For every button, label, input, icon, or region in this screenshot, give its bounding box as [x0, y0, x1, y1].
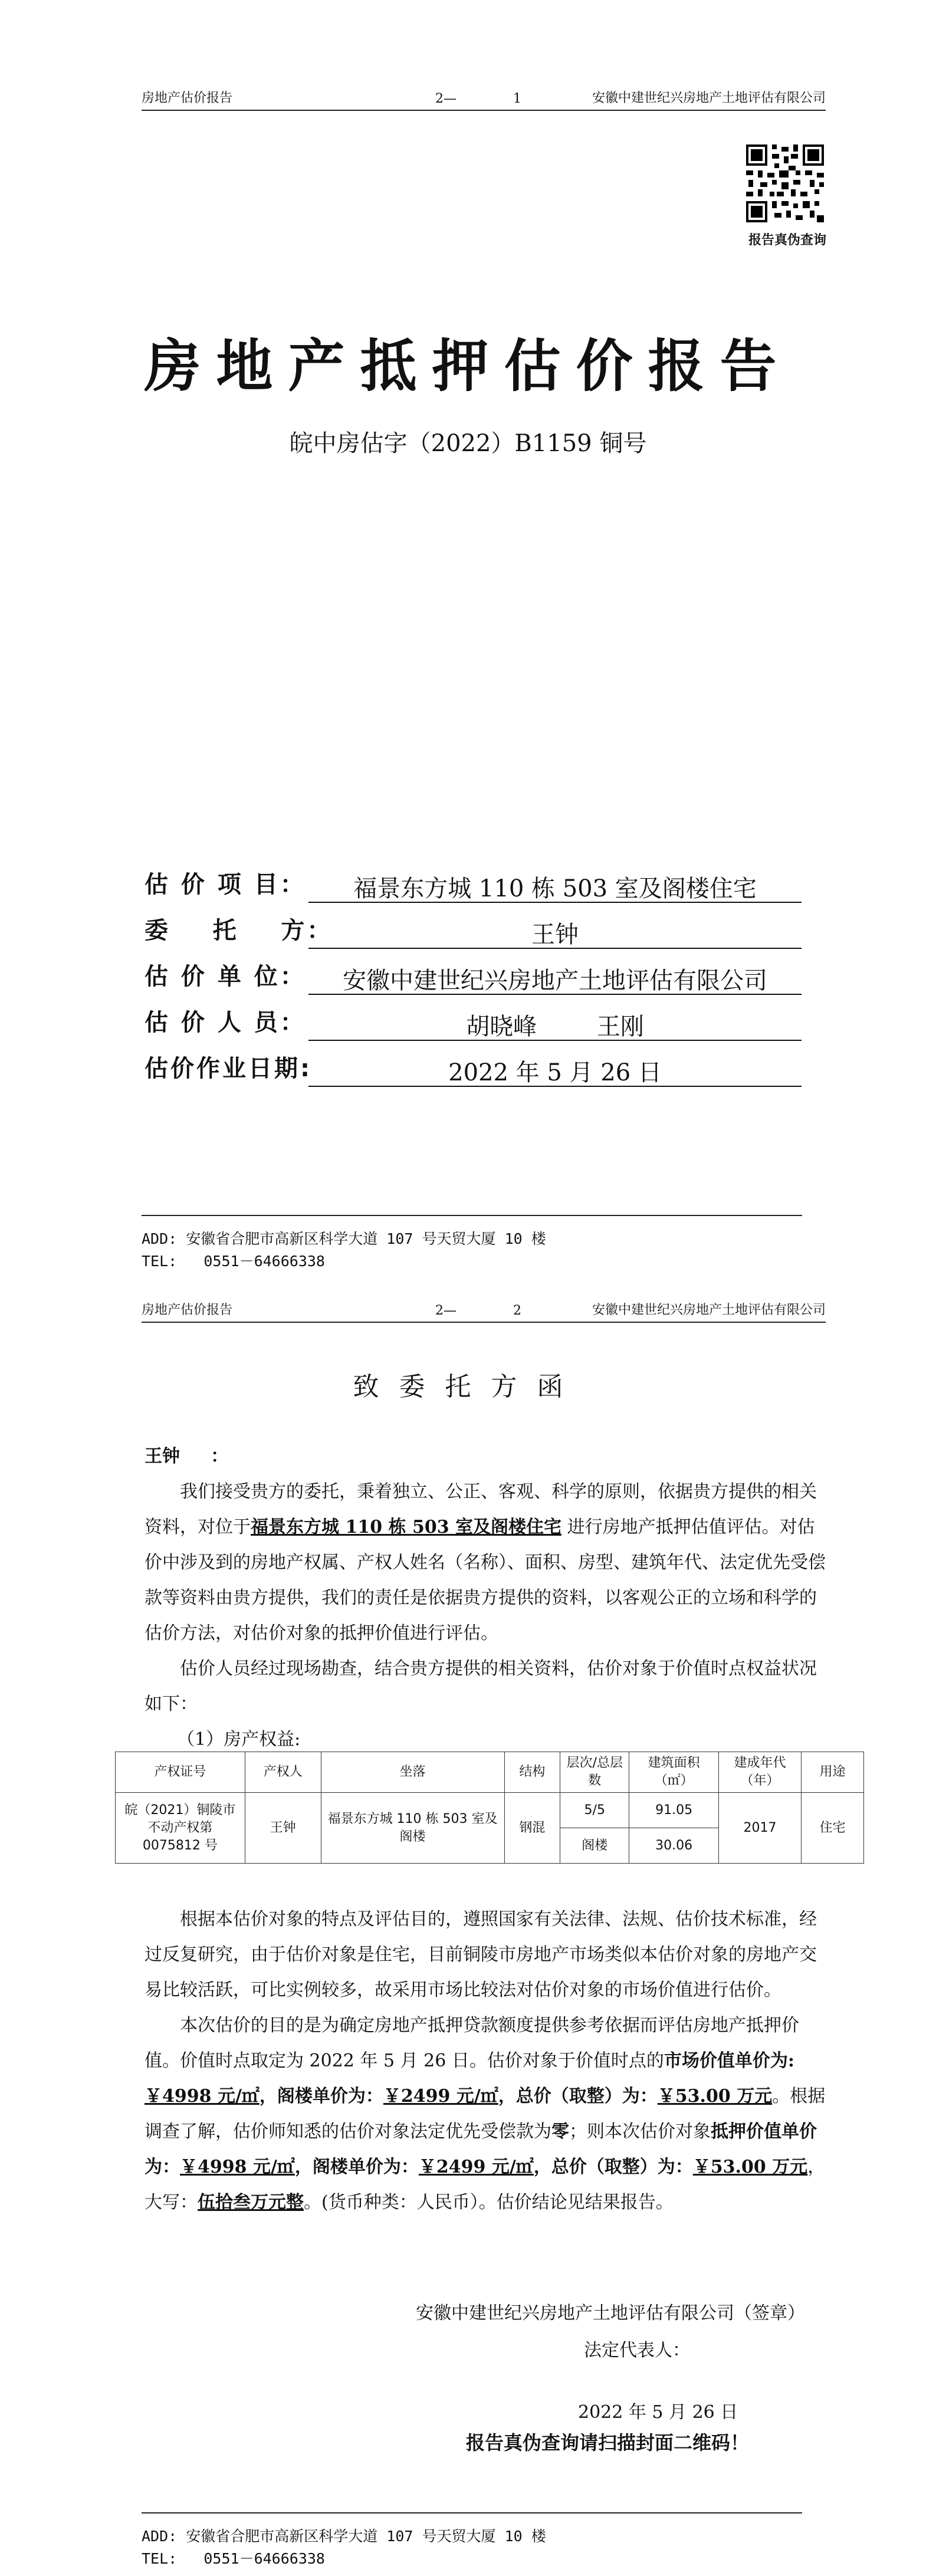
- info-row-project: [144, 870, 811, 903]
- info-value: 安徽中建世纪兴房地产土地评估有限公司: [308, 968, 802, 995]
- info-label: 估价作业日期:: [144, 1055, 312, 1082]
- info-row-date: [144, 1054, 811, 1087]
- header-company: 安徽中建世纪兴房地产土地评估有限公司: [592, 91, 826, 106]
- letter-page: [0, 1289, 936, 2576]
- table-header: 用途: [802, 1752, 864, 1793]
- info-value: 2022 年 5 月 26 日: [308, 1060, 802, 1087]
- page-footer: [142, 1215, 802, 1273]
- header-page-mark: 2—: [435, 91, 456, 106]
- market-total: ￥53.00 万元: [657, 2086, 773, 2107]
- table-header: 产权证号: [116, 1752, 245, 1793]
- para-text: ；则本次估价对象: [569, 2121, 711, 2142]
- total-label: ，总价（取整）为：: [533, 2157, 693, 2177]
- page-header: [142, 88, 826, 111]
- report-title: 房地产抵押估价报告: [144, 333, 792, 399]
- usage: 住宅: [802, 1793, 864, 1864]
- build-year: 2017: [718, 1793, 801, 1864]
- footer-address: ADD: 安徽省合肥市高新区科学大道 107 号天贸大厦 10 楼: [142, 1230, 546, 1247]
- table-header: 建成年代（年）: [718, 1752, 801, 1793]
- info-label: 估 价 单 位：: [144, 963, 306, 990]
- footer-tel: TEL: 0551－64666338: [142, 2550, 325, 2567]
- info-value: 福景东方城 110 栋 503 室及阁楼住宅: [308, 876, 802, 903]
- table-header: 产权人: [245, 1752, 321, 1793]
- paragraph-method: 根据本估价对象的特点及评估目的，遵照国家有关法律、法规、估价技术标准，经过反复研究，由于估价对象是住宅，目前铜陵市房地产市场类似本估价对象的房地产交易比较活跃，可比实例较多，故采用市场比较法对估价对象的市场价值进行估价。: [144, 1909, 817, 2000]
- footer-address: ADD: 安徽省合肥市高新区科学大道 107 号天贸大厦 10 楼: [142, 2528, 546, 2545]
- priority-amount: 零: [551, 2121, 569, 2142]
- floor: 5/5: [560, 1793, 629, 1828]
- structure: 钢混: [504, 1793, 560, 1864]
- attic-unit-price: ￥2499 元/㎡: [418, 2157, 534, 2177]
- table-header: 建筑面积（㎡）: [629, 1752, 719, 1793]
- mortgage-total: ￥53.00 万元: [692, 2157, 808, 2177]
- header-report-type: 房地产估价报告: [142, 1303, 233, 1317]
- area: 91.05: [629, 1793, 719, 1828]
- para-text: 。根据调查了解，估价师知悉的估价对象法定优先受偿款为: [144, 2086, 826, 2142]
- owner: 王钟: [245, 1793, 321, 1864]
- floor: 阁楼: [560, 1828, 629, 1864]
- header-company: 安徽中建世纪兴房地产土地评估有限公司: [592, 1303, 826, 1317]
- info-label: 委 托 方：: [144, 917, 333, 944]
- market-unit-price: ￥4998 元/㎡: [144, 2086, 260, 2107]
- footer-tel: TEL: 0551－64666338: [142, 1253, 325, 1270]
- paragraph-valuation: [144, 2008, 832, 2220]
- verification-notice: 报告真伪查询请扫描封面二维码！: [466, 2432, 750, 2454]
- property-rights-table: [115, 1752, 864, 1864]
- salutation: 王钟 ：: [144, 1446, 229, 1467]
- rights-label: （1）房产权益:: [177, 1729, 301, 1750]
- header-page-mark: 2—: [435, 1303, 456, 1318]
- signing-company: 安徽中建世纪兴房地产土地评估有限公司（签章）: [416, 2303, 805, 2324]
- legal-representative: 法定代表人：: [584, 2340, 690, 2361]
- para-text: ，大写：: [144, 2157, 826, 2213]
- paragraph-commission: [144, 1474, 832, 1651]
- para-text: 进行房地产抵押估值评估。对估价中涉及到的房地产权属、产权人姓名（名称）、面积、房型、建筑年代、法定优先受偿款等资料由贵方提供，我们的责任是依据贵方提供的资料，以客观公正的立场和科学的估价方法，对估价对象的抵押价值进行评估。: [144, 1517, 826, 1644]
- info-value: 胡晓峰 王刚: [308, 1014, 802, 1041]
- document-number: 皖中房估字（2022）B1159 铜号: [289, 430, 647, 457]
- qr-code-icon[interactable]: [746, 144, 824, 222]
- area: 30.06: [629, 1828, 719, 1864]
- info-label: 估 价 项 目：: [144, 871, 306, 898]
- letter-body: [144, 1439, 832, 1757]
- header-report-type: 房地产估价报告: [142, 91, 233, 106]
- info-value: 王钟: [308, 922, 802, 949]
- info-row-appraiser-company: [144, 962, 811, 995]
- header-page-number: 2: [513, 1303, 521, 1318]
- info-row-client: [144, 916, 811, 949]
- market-unit-label: 市场价值单价为:: [664, 2051, 794, 2071]
- mortgage-unit-price: ￥4998 元/㎡: [180, 2157, 295, 2177]
- qr-caption: 报告真伪查询: [748, 232, 826, 248]
- letter-body-conclusion: [144, 1902, 832, 2220]
- letter-title: 致委托方函: [353, 1372, 583, 1402]
- header-page-number: 1: [513, 91, 521, 106]
- attic-unit-price: ￥2499 元/㎡: [383, 2086, 498, 2107]
- table-header: 坐落: [321, 1752, 504, 1793]
- table-header: 层次/总层数: [560, 1752, 629, 1793]
- attic-unit-label: ，阁楼单价为：: [294, 2157, 419, 2177]
- attic-unit-label: ，阁楼单价为：: [259, 2086, 383, 2107]
- mortgage-unit-label: 抵押价值单价为：: [144, 2121, 817, 2177]
- location: 福景东方城 110 栋 503 室及阁楼: [321, 1793, 504, 1864]
- page-footer: [142, 2512, 802, 2570]
- table-row: [116, 1793, 864, 1828]
- para-text: 。(货币种类：人民币）。估价结论见结果报告。: [304, 2192, 674, 2213]
- amount-in-words: 伍拾叁万元整: [198, 2192, 304, 2213]
- para-text: 本次估价的目的是为确定房地产抵押贷款额度提供参考依据而评估房地产抵押价值。价值时点取定为 2022 年 5 月 26 日。估价对象于价值时点的: [144, 2015, 799, 2071]
- property-address: 福景东方城 110 栋 503 室及阁楼住宅: [251, 1517, 562, 1537]
- table-header: 结构: [504, 1752, 560, 1793]
- para-text: 我们接受贵方的委托，秉着独立、公正、客观、科学的原则，依据贵方提供的相关资料，对位于: [144, 1481, 817, 1537]
- total-label: ，总价（取整）为：: [498, 2086, 658, 2107]
- paragraph-survey: 估价人员经过现场勘查，结合贵方提供的相关资料，估价对象于价值时点权益状况如下：: [144, 1658, 817, 1714]
- table-header-row: [116, 1752, 864, 1793]
- page-header: [142, 1300, 826, 1323]
- signing-date: 2022 年 5 月 26 日: [578, 2402, 738, 2423]
- cert-number: 皖（2021）铜陵市不动产权第 0075812 号: [116, 1793, 245, 1864]
- info-label: 估 价 人 员：: [144, 1009, 306, 1036]
- info-row-appraisers: [144, 1008, 811, 1041]
